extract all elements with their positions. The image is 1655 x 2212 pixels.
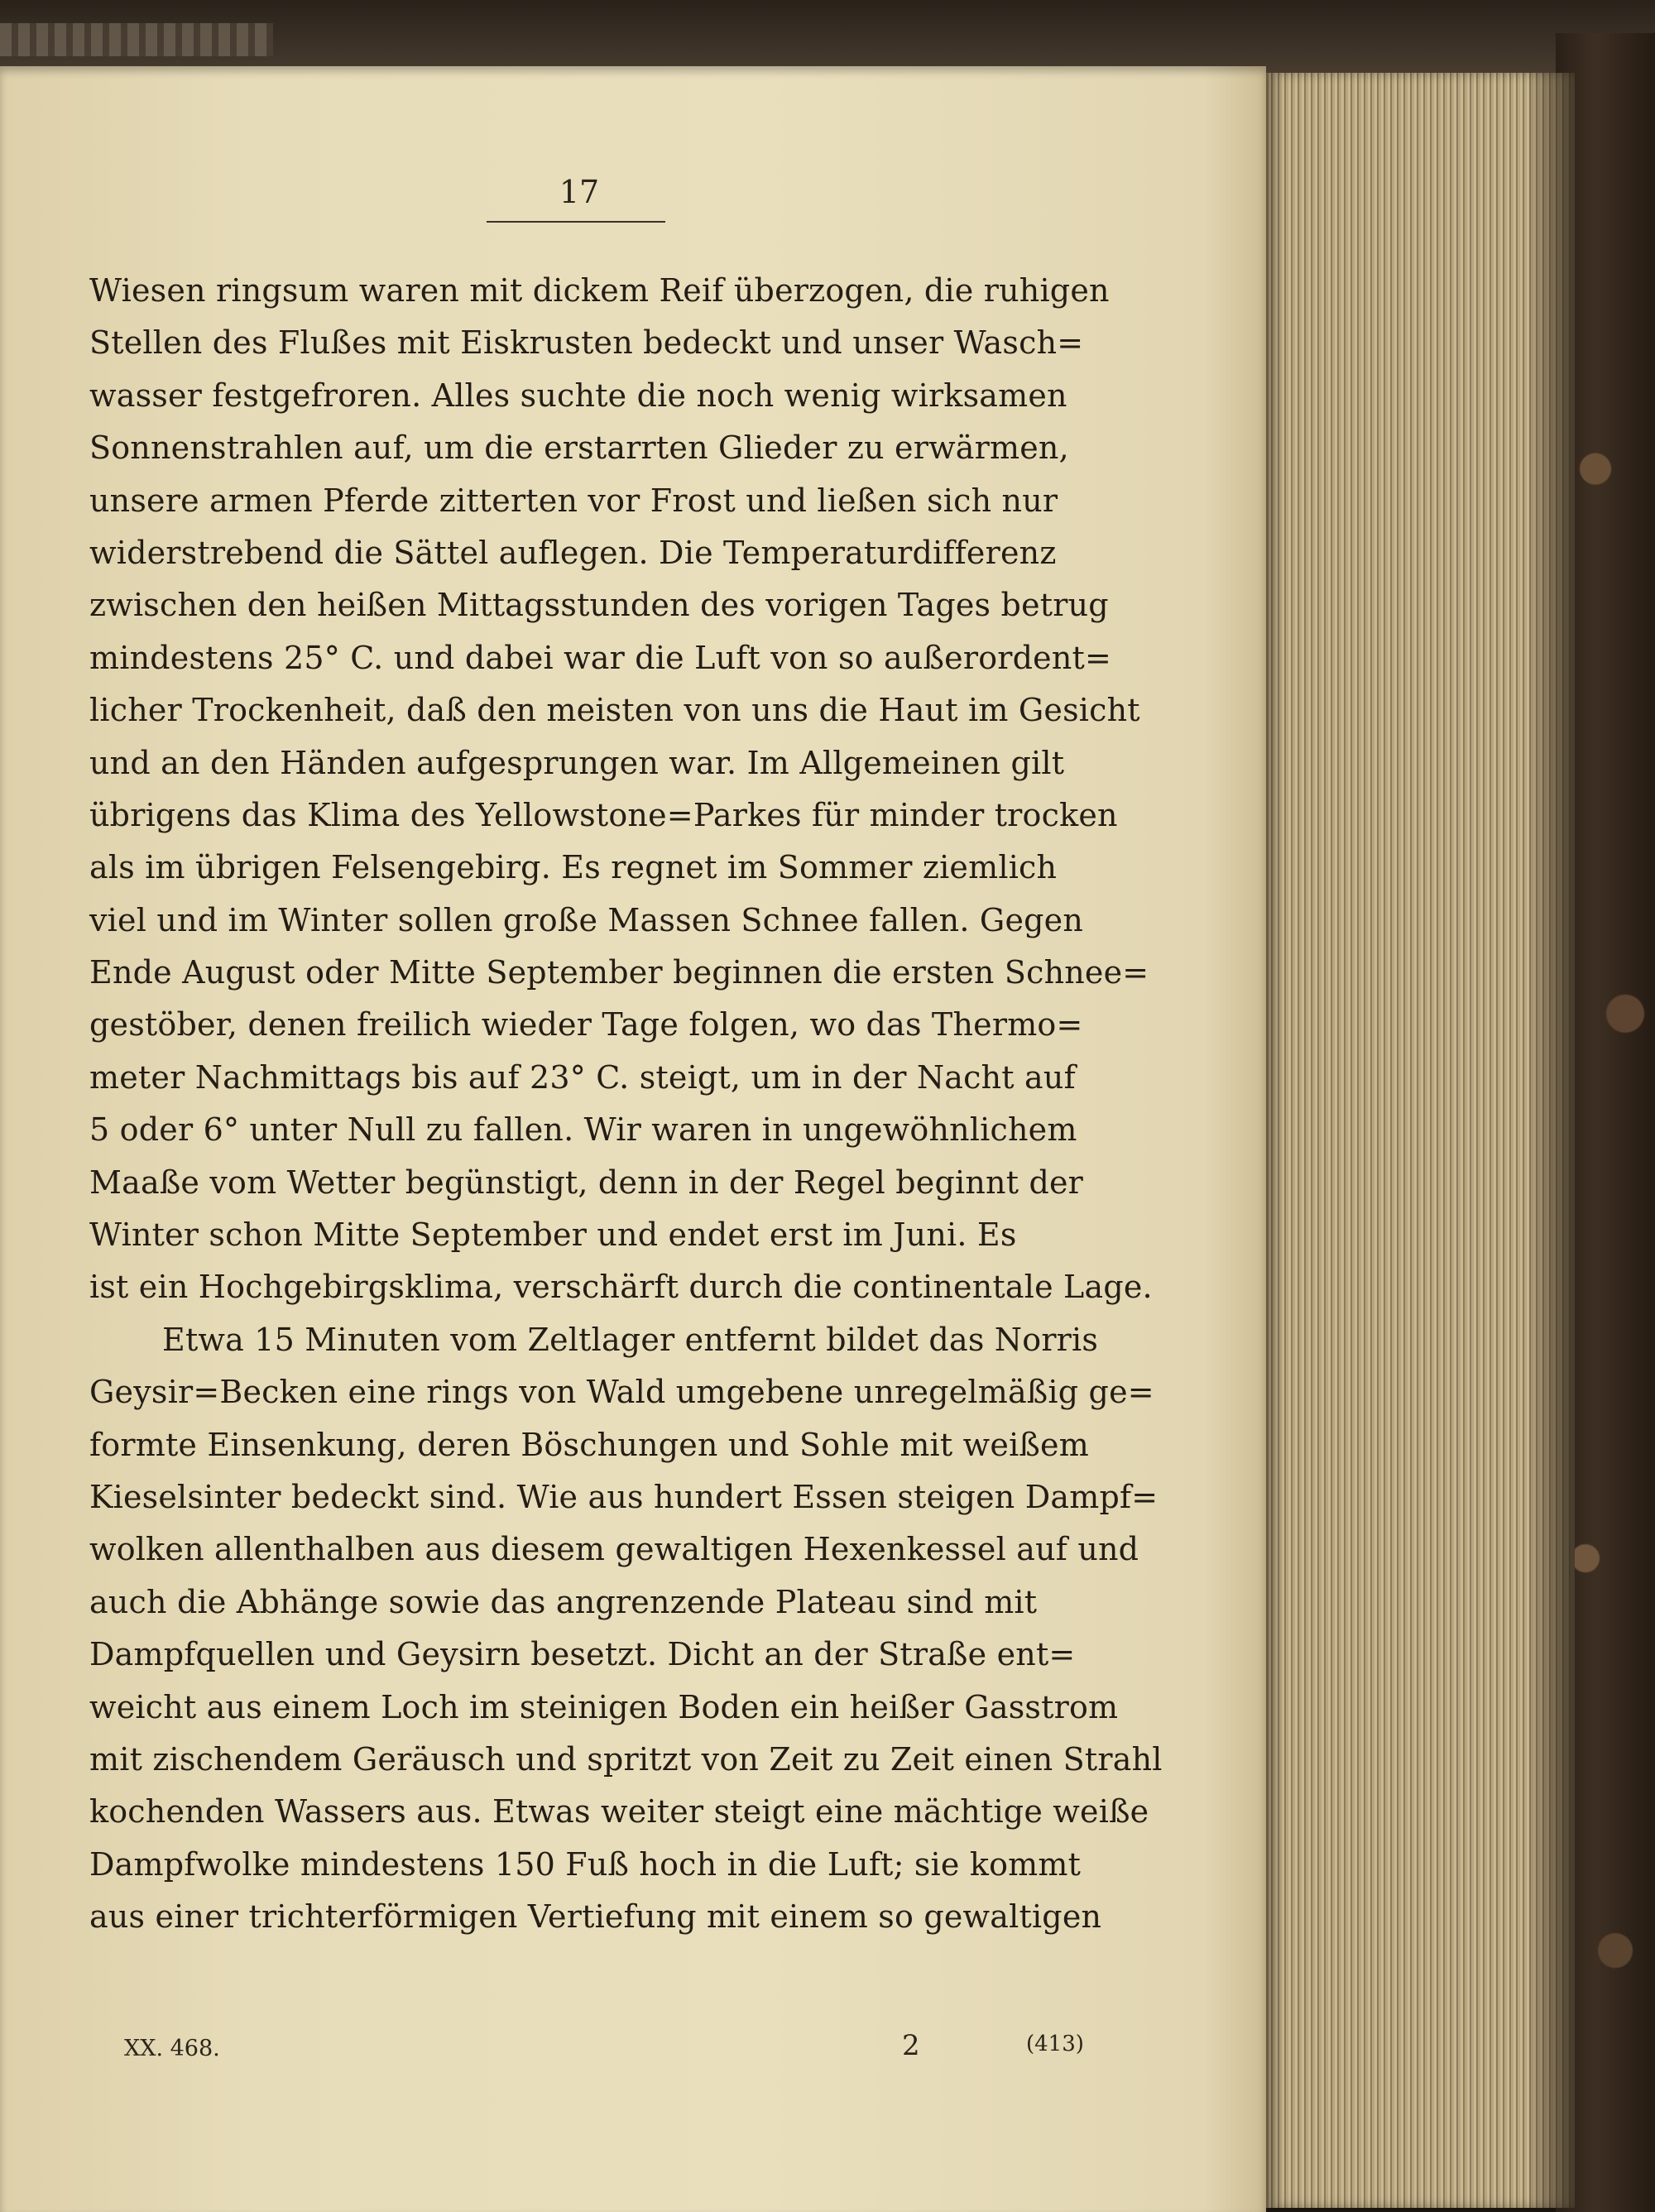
text-line: 5 oder 6° unter Null zu fallen. Wir waren in ungewöhnlichem [89,1111,1077,1149]
text-line: Ende August oder Mitte September beginnen die ersten Schnee= [89,954,1149,991]
text-line: gestöber, denen freilich wieder Tage folgen, wo das Thermo= [89,1006,1083,1044]
text-line: mindestens 25° C. und dabei war die Luft von so außerordent= [89,639,1112,676]
footer-code: (413) [1026,2032,1084,2056]
text-line: mit zischendem Geräusch und spritzt von Zeit zu Zeit einen Strahl [89,1740,1163,1778]
text-line: Maaße vom Wetter begünstigt, denn in der Regel beginnt der [89,1164,1084,1201]
page-edges [1266,73,1575,2208]
text-line: übrigens das Klima des Yellowstone=Parkes für minder trocken [89,796,1118,833]
text-line: Sonnenstrahlen auf, um die erstarrten Glieder zu erwärmen, [89,429,1069,467]
text-line: wasser festgefroren. Alles suchte die noch wenig wirksamen [89,377,1067,414]
text-line: formte Einsenkung, deren Böschungen und Sohle mit weißem [89,1426,1089,1463]
text-line: ist ein Hochgebirgsklima, verschärft durch die continentale Lage. [89,1269,1153,1306]
header-rule [487,221,665,223]
text-line: meter Nachmittags bis auf 23° C. steigt, um in der Nacht auf [89,1058,1076,1096]
text-line: als im übrigen Felsengebirg. Es regnet im Sommer ziemlich [89,849,1058,886]
footer-sheet-number: 2 [902,2029,920,2062]
text-line: wolken allenthalben aus diesem gewaltigen Hexenkessel auf und [89,1531,1139,1568]
text-line: auch die Abhänge sowie das angrenzende Plateau sind mit [89,1583,1038,1620]
text-line: viel und im Winter sollen große Massen Schnee fallen. Gegen [89,901,1084,938]
body-text [89,265,1163,1944]
text-line: Etwa 15 Minuten vom Zeltlager entfernt bildet das Norris [162,1321,1099,1358]
text-line: weicht aus einem Loch im steinigen Boden ein heißer Gasstrom [89,1688,1119,1725]
text-line: und an den Händen aufgesprungen war. Im Allgemeinen gilt [89,744,1065,781]
text-line: unsere armen Pferde zitterten vor Frost und ließen sich nur [89,482,1058,519]
text-line: Geysir=Becken eine rings von Wald umgebene unregelmäßig ge= [89,1374,1154,1411]
footer-signature: XX. 468. [124,2036,220,2061]
text-line: Dampfquellen und Geysirn besetzt. Dicht an der Straße ent= [89,1636,1076,1673]
text-line: Dampfwolke mindestens 150 Fuß hoch in die Luft; sie kommt [89,1845,1082,1883]
text-line: kochenden Wassers aus. Etwas weiter steigt eine mächtige weiße [89,1793,1149,1831]
text-line: Winter schon Mitte September und endet erst im Juni. Es [89,1216,1017,1254]
page-number: 17 [559,174,600,210]
text-line: aus einer trichterförmigen Vertiefung mit einem so gewaltigen [89,1898,1102,1936]
book-page [0,66,1266,2212]
text-line: zwischen den heißen Mittagsstunden des vorigen Tages betrug [89,587,1109,624]
text-line: licher Trockenheit, daß den meisten von uns die Haut im Gesicht [89,692,1140,729]
text-line: widerstrebend die Sättel auflegen. Die Temperaturdifferenz [89,534,1057,571]
text-line: Wiesen ringsum waren mit dickem Reif überzogen, die ruhigen [89,272,1110,309]
text-line: Kieselsinter bedeckt sind. Wie aus hundert Essen steigen Dampf= [89,1478,1158,1515]
text-line: Stellen des Flußes mit Eiskrusten bedeckt und unser Wasch= [89,324,1084,362]
